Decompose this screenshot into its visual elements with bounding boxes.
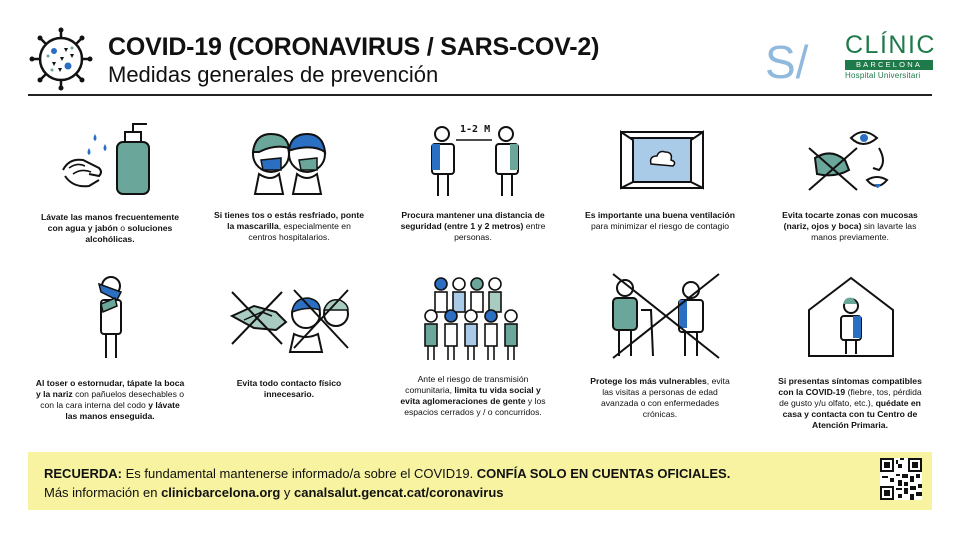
clinic-logo: [845, 31, 936, 80]
text-segment: Es importante una buena ventilación: [585, 210, 735, 220]
measure-handwashing: [35, 118, 185, 245]
distance-icon: [418, 118, 528, 206]
page-title: COVID-19 (CORONAVIRUS / SARS-COV-2): [108, 33, 600, 61]
measure-caption: [585, 376, 735, 420]
crowd-icon: [413, 274, 533, 362]
text-segment: y lávate las manos enseguida.: [65, 400, 180, 421]
text-segment: limita tu vida social y evita aglomeraciones de gente: [400, 385, 541, 406]
footer-line-1: [44, 466, 730, 481]
text-segment: RECUERDA:: [44, 466, 122, 481]
mask-icon: [239, 118, 339, 206]
measure-ventilation: [585, 118, 735, 232]
text-segment: y los espacios cerrados y / o concurridos.: [404, 396, 546, 417]
measure-no-contact: [214, 282, 364, 400]
text-segment: Lávate las manos frecuentemente con agua y jabón: [40, 212, 180, 233]
svg-text:S/: S/: [765, 36, 809, 84]
header-divider: [28, 94, 932, 96]
stay-home-icon: [795, 270, 905, 362]
text-segment: Si presentas síntomas compatibles con la COVID-19: [778, 376, 922, 397]
text-segment: CONFÍA SOLO EN CUENTAS OFICIALES.: [476, 466, 731, 481]
measure-cough-etiquette: [35, 270, 185, 422]
text-segment: Más información en: [44, 485, 162, 500]
text-segment: Si tienes tos o estás resfriado, ponte la mascarilla: [214, 210, 364, 231]
measure-caption: [214, 210, 364, 243]
header: [0, 0, 960, 95]
text-segment: Es fundamental mantenerse informado/a sobre el COVID19.: [122, 466, 477, 481]
measure-caption: [775, 376, 925, 431]
measure-distance: [398, 118, 548, 243]
measure-caption: [398, 374, 548, 418]
measure-caption: [35, 378, 185, 422]
text-segment: soluciones alcohólicas.: [85, 223, 173, 244]
measure-no-touch-face: [775, 118, 925, 243]
coronavirus-icon: [28, 26, 94, 92]
footer-reminder: [28, 452, 932, 510]
handwashing-icon: [55, 118, 165, 206]
no-touch-face-icon: [795, 118, 905, 206]
text-segment: , especialmente en centros hospitalarios.: [248, 221, 351, 242]
text-segment: para minimizar el riesgo de contagio: [590, 221, 730, 231]
clinic-logo-city: BARCELONA: [845, 60, 933, 70]
text-segment: y: [280, 485, 294, 500]
measure-caption: [775, 210, 925, 243]
text-segment: (fiebre, tos, pérdida de gusto y/u olfato, etc.),: [779, 387, 922, 408]
text-segment: Evita todo contacto físico innecesario.: [236, 378, 342, 399]
text-segment: quédate en casa y contacta con tu Centro de Atención Primaria.: [782, 398, 921, 430]
text-segment: entre personas.: [454, 221, 546, 242]
clinic-logo-name: CLÍNIC: [845, 31, 936, 59]
text-segment: Procura mantener una distancia de seguridad (entre 1 y 2 metros): [400, 210, 545, 231]
protect-elderly-icon: [595, 270, 725, 362]
footer-line-2: [44, 485, 504, 500]
svg-text:1-2 M: 1-2 M: [460, 124, 491, 135]
text-segment: Ante el riesgo de transmisión comunitaria,: [405, 374, 529, 395]
measure-caption: [585, 210, 735, 232]
measure-stay-home: [775, 270, 925, 431]
cough-elbow-icon: [55, 270, 165, 366]
logo-s-icon: [765, 36, 829, 84]
text-segment: Al toser o estornudar, tápate la boca y la nariz: [35, 378, 185, 399]
measure-caption: [35, 212, 185, 245]
text-segment: canalsalut.gencat.cat/coronavirus: [294, 485, 504, 500]
text-segment: con pañuelos desechables o con la cara interna del codo: [40, 389, 185, 410]
window-icon: [605, 118, 715, 206]
measure-avoid-crowds: [398, 274, 548, 418]
page-subtitle: Medidas generales de prevención: [108, 62, 439, 87]
no-handshake-icon: [224, 282, 354, 354]
qr-code-icon[interactable]: [880, 458, 922, 500]
measure-protect-vulnerable: [585, 270, 735, 420]
measure-mask: [214, 118, 364, 243]
text-segment: Evita tocarte zonas con mucosas (nariz, ojos y boca): [782, 210, 918, 231]
measure-caption: [214, 378, 364, 400]
text-segment: , evita las visitas a personas de edad avanzada o con enfermedades crónicas.: [600, 376, 730, 419]
measure-caption: [398, 210, 548, 243]
clinic-logo-hospital: Hospital Universitari: [845, 71, 921, 80]
text-segment: o: [117, 223, 128, 233]
text-segment: sin lavarte las manos previamente.: [811, 221, 917, 242]
text-segment: clinicbarcelona.org: [161, 485, 281, 500]
text-segment: Protege los más vulnerables: [590, 376, 707, 386]
